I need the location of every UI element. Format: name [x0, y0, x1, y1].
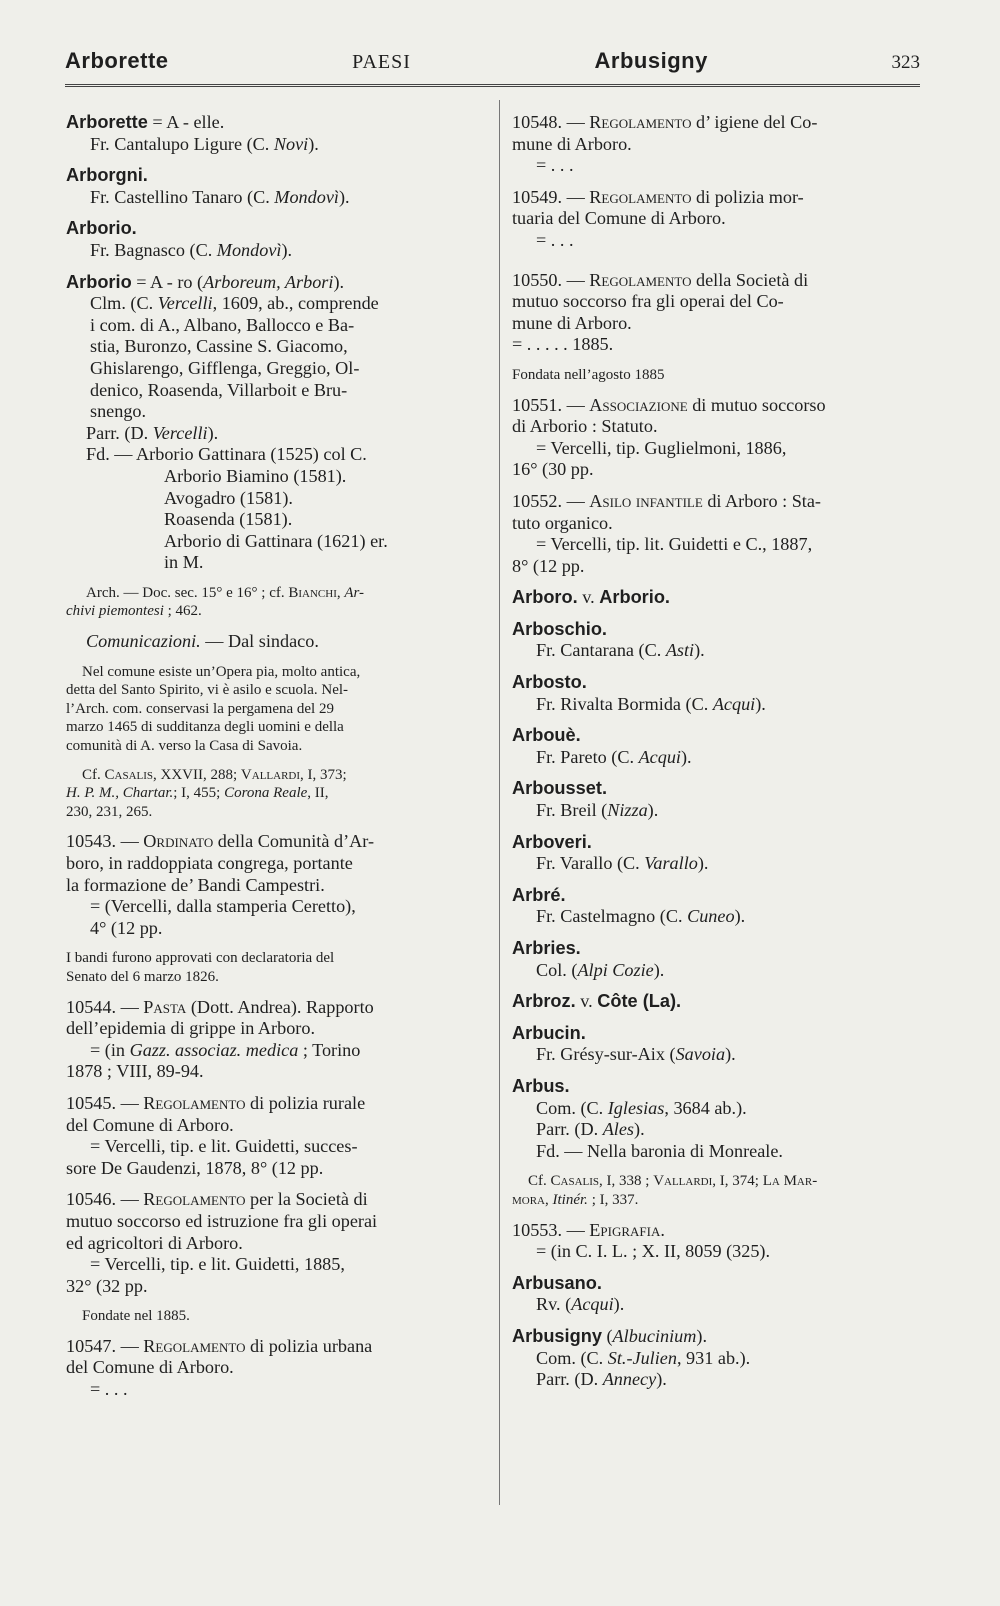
entry-10553	[512, 1220, 928, 1263]
entry-arbousset: Arbousset.	[512, 778, 607, 799]
line	[66, 240, 484, 262]
text-run: di polizia urbana	[245, 1335, 373, 1356]
line: Fondate nel 1885.	[82, 1308, 190, 1325]
text-run: Fr. Bagnasco (C.	[90, 239, 217, 260]
text-run: ; Torino	[298, 1039, 361, 1060]
text-run: di polizia rurale	[245, 1092, 366, 1113]
text-run: Arborio	[66, 271, 132, 292]
line: = . . .	[536, 155, 574, 176]
text-run: 10551. —	[512, 394, 590, 415]
text-run: ).	[647, 800, 659, 821]
line: 8° (12 pp.	[512, 555, 585, 576]
text-run: ; I, 337.	[587, 1191, 639, 1208]
line: Roasenda (1581).	[164, 509, 293, 530]
text-run: Novi	[273, 133, 309, 154]
line	[66, 1040, 484, 1062]
arbus-references	[512, 1172, 928, 1209]
text-run: Nizza	[607, 800, 648, 821]
text-run: 10543. —	[66, 831, 144, 852]
text-run: Acqui	[638, 746, 681, 767]
text-run: Comunicazioni.	[86, 631, 201, 652]
text-run: Fr. Rivalta Bormida (C.	[536, 693, 713, 714]
entry-10543	[66, 831, 484, 986]
line: del Comune di Arboro.	[66, 1357, 234, 1378]
text-run: , I, 338 ;	[599, 1173, 654, 1190]
text-run: 10548. —	[512, 112, 590, 132]
text-run: Parr. (D.	[86, 422, 153, 443]
line	[66, 766, 484, 785]
text-run: Clm. (C.	[90, 293, 158, 314]
line	[512, 1294, 928, 1316]
entry-arbus: Arbus.	[512, 1075, 570, 1096]
line	[512, 694, 928, 716]
text-run: , 3684 ab.).	[664, 1097, 747, 1118]
line: ed agricoltori di Arboro.	[66, 1232, 243, 1253]
text-run: ; 462.	[163, 603, 202, 620]
text-run: Parr. (D.	[536, 1369, 603, 1390]
line	[512, 187, 928, 209]
text-run: ).	[755, 693, 766, 714]
text-run: = A - ro (	[131, 271, 204, 292]
line: Avogadro (1581).	[164, 487, 293, 508]
head-right-word: Arbusigny	[594, 48, 708, 73]
text-run: v.	[577, 587, 600, 608]
line: stia, Buronzo, Cassine S. Giacomo,	[90, 336, 348, 357]
text-run: ).	[694, 640, 705, 661]
text-run: ).	[613, 1294, 625, 1315]
head-left-word: Arborette	[65, 48, 169, 73]
text-run: Regolamento	[589, 112, 692, 132]
text-run: ).	[653, 959, 665, 980]
line	[66, 602, 484, 621]
text-run: di polizia mor-	[691, 186, 804, 207]
text-run: Arbusigny	[512, 1325, 602, 1346]
text-run: della Società di	[691, 269, 809, 290]
text-run: Cuneo	[687, 906, 735, 927]
text-run: ; I, 455;	[173, 785, 225, 802]
entry-10546	[66, 1189, 484, 1326]
line	[512, 960, 928, 982]
text-run: Asilo infantile	[589, 490, 703, 511]
entry-arbosto: Arbosto.	[512, 672, 587, 693]
entry-arbusano: Arbusano.	[512, 1272, 602, 1293]
text-run: , I, 374;	[712, 1173, 763, 1190]
line: = (Vercelli, dalla stamperia Ceretto),	[90, 896, 356, 917]
line: Senato del 6 marzo 1826.	[66, 968, 219, 985]
entry-arbusigny	[512, 1326, 928, 1348]
text-run: Ales	[602, 1119, 635, 1140]
line	[512, 1348, 928, 1370]
text-run: Col. (	[536, 959, 578, 980]
line: Ghislarengo, Gifflenga, Greggio, Ol-	[90, 357, 360, 378]
text-run: Arborette	[66, 112, 148, 132]
entry-10549	[512, 187, 928, 252]
line: comunità di A. verso la Casa di Savoia.	[66, 738, 303, 755]
text-run: 10553. —	[512, 1219, 590, 1240]
entry-arbries: Arbries.	[512, 938, 581, 958]
text-run: ).	[725, 1044, 736, 1065]
text-run: Alpi Cozie	[577, 959, 654, 980]
text-run: , II,	[307, 785, 329, 802]
text-run: La Mar-	[762, 1173, 818, 1190]
line: del Comune di Arboro.	[66, 1114, 234, 1135]
text-run: 10550. —	[512, 269, 590, 290]
text-run: (Dott. Andrea). Rapporto	[186, 996, 374, 1017]
text-run: Vallardi	[240, 766, 301, 783]
text-run: Fr. Cantalupo Ligure (C.	[90, 133, 274, 154]
line: mutuo soccorso fra gli operai del Co-	[512, 291, 784, 312]
text-run: Savoia	[675, 1044, 726, 1065]
text-run: Fr. Cantarana (C.	[536, 640, 666, 661]
text-run: Fr. Varallo (C.	[536, 853, 645, 874]
line: = Vercelli, tip. Guglielmoni, 1886,	[536, 437, 787, 458]
entry-arboue: Arbouè.	[512, 725, 581, 746]
text-run: Casalis	[104, 766, 154, 783]
text-run: , I, 373;	[300, 766, 347, 783]
entry-10544	[66, 997, 484, 1083]
line: snengo.	[90, 401, 147, 422]
text-run: 10552. —	[512, 490, 590, 511]
line	[66, 1336, 484, 1358]
line: Fondata nell’agosto 1885	[512, 366, 665, 383]
text-run: mora	[512, 1191, 546, 1208]
left-column	[66, 112, 484, 1401]
text-run: ).	[207, 422, 219, 443]
text-run: Regolamento	[589, 269, 692, 290]
text-run: Parr. (D.	[536, 1119, 603, 1140]
line: = . . . . . 1885.	[512, 334, 614, 355]
text-run: ).	[734, 906, 746, 927]
column-divider	[499, 100, 500, 1505]
line: mune di Arboro.	[512, 312, 632, 333]
text-run: ).	[681, 746, 692, 767]
line	[512, 112, 928, 134]
line	[66, 423, 484, 445]
line: la formazione de’ Bandi Campestri.	[66, 874, 325, 895]
line: mune di Arboro.	[512, 133, 632, 154]
entry-arboschio: Arboschio.	[512, 618, 607, 639]
text-run: Annecy	[602, 1369, 657, 1390]
text-run: Côte (La).	[597, 991, 682, 1012]
line	[512, 1044, 928, 1066]
entry-arbroz	[512, 991, 928, 1013]
text-run: Itinér.	[552, 1191, 588, 1208]
text-run: Epigrafia.	[589, 1219, 665, 1240]
text-run: Fr. Castelmagno (C.	[536, 906, 688, 927]
text-run: Asti	[665, 640, 695, 661]
text-run: Cf.	[528, 1173, 551, 1190]
text-run: Gazz. associaz. medica	[129, 1039, 299, 1060]
text-run: Com. (C.	[536, 1097, 608, 1118]
line: sore De Gaudenzi, 1878, 8° (12 pp.	[66, 1157, 324, 1178]
text-run: Fr. Breil (	[536, 800, 608, 821]
line: denico, Roasenda, Villarboit e Bru-	[90, 379, 348, 400]
line	[66, 1093, 484, 1115]
text-run: — Dal sindaco.	[200, 631, 319, 652]
text-run: Mondovì	[274, 186, 339, 207]
line: = . . .	[536, 229, 574, 250]
text-run: Albucinium	[612, 1325, 697, 1346]
text-run: 10549. —	[512, 186, 590, 207]
line: = Vercelli, tip. lit. Guidetti e C., 1887,	[536, 534, 813, 555]
text-run: Arborio.	[599, 587, 670, 608]
line	[66, 997, 484, 1019]
line	[512, 395, 928, 417]
text-run: Mondovì	[216, 239, 282, 260]
line	[512, 1172, 928, 1191]
text-run: d’ igiene del Co-	[691, 112, 818, 132]
line: Fd. — Arborio Gattinara (1525) col C.	[86, 444, 367, 465]
text-run: Regolamento	[143, 1335, 246, 1356]
entry-10548	[512, 112, 928, 177]
opera-pia-note	[66, 663, 484, 756]
text-run: Vallardi	[653, 1173, 713, 1190]
line	[66, 187, 484, 209]
text-run: di Arboro : Sta-	[702, 490, 821, 511]
text-run: Vercelli	[157, 293, 213, 314]
text-run: Acqui	[571, 1294, 614, 1315]
line	[512, 1119, 928, 1141]
text-run: per la Società di	[245, 1189, 368, 1210]
right-column	[512, 112, 928, 1391]
line: marzo 1465 di sudditanza degli uomini e della	[66, 719, 344, 736]
line	[66, 784, 484, 803]
line: dell’epidemia di grippe in Arboro.	[66, 1018, 316, 1039]
line: Nel comune esiste un’Opera pia, molto antica,	[82, 663, 361, 680]
text-run: Arboreum, Arbori	[203, 271, 334, 292]
line: 230, 231, 265.	[66, 803, 153, 820]
line	[66, 134, 484, 156]
text-run: (	[601, 1325, 613, 1346]
archive-note	[66, 584, 484, 603]
text-run: ).	[656, 1369, 667, 1390]
line: 1878 ; VIII, 89-94.	[66, 1061, 204, 1082]
text-run: ).	[697, 853, 709, 874]
head-section: PAESI	[352, 51, 411, 73]
text-run: Casalis	[550, 1173, 600, 1190]
text-run: Regolamento	[143, 1189, 246, 1210]
text-run: Bianchi	[288, 584, 337, 601]
text-run: 10547. —	[66, 1335, 144, 1356]
text-run: Regolamento	[143, 1092, 246, 1113]
line	[512, 270, 928, 292]
cf-references	[66, 766, 484, 822]
text-run: Fr. Pareto (C.	[536, 746, 639, 767]
line: = Vercelli, tip. e lit. Guidetti, 1885,	[90, 1254, 345, 1275]
line: di Arborio : Statuto.	[512, 416, 658, 437]
line	[512, 491, 928, 513]
line: l’Arch. com. conservasi la pergamena del 29	[66, 700, 334, 717]
line: = . . .	[90, 1379, 128, 1400]
text-run: Fr. Grésy-sur-Aix (	[536, 1044, 676, 1065]
line: mutuo soccorso ed istruzione fra gli operai	[66, 1210, 378, 1231]
line	[512, 640, 928, 662]
line: detta del Santo Spirito, vi è asilo e scuola. Nel-	[66, 682, 349, 699]
text-run: Arboro.	[512, 587, 578, 608]
line: in M.	[164, 552, 204, 573]
text-run: Com. (C.	[536, 1347, 608, 1368]
entry-arboro	[512, 587, 928, 609]
line: Arborio Biamino (1581).	[164, 465, 347, 486]
line: I bandi furono approvati con declaratoria del	[66, 950, 335, 967]
text-run: , 1609, ab., comprende	[212, 293, 379, 314]
text-run: Acqui	[712, 693, 756, 714]
text-run: St.-Julien	[607, 1347, 677, 1368]
text-run: 10544. —	[66, 996, 144, 1017]
entry-arbucin: Arbucin.	[512, 1022, 586, 1043]
entry-10545	[66, 1093, 484, 1179]
line	[66, 831, 484, 853]
entry-arboveri: Arboveri.	[512, 831, 592, 852]
text-run: ).	[696, 1325, 708, 1346]
text-run: ,	[545, 1191, 553, 1208]
entry-10552	[512, 491, 928, 577]
entry-arbre: Arbré.	[512, 884, 566, 905]
text-run: ).	[308, 133, 319, 154]
text-run: chivi piemontesi	[66, 603, 164, 620]
entry-arborio-clm	[66, 272, 484, 294]
communications	[66, 631, 484, 653]
text-run: H. P. M., Chartar.	[66, 785, 174, 802]
text-run: Ar-	[344, 584, 365, 601]
text-run: Arch. — Doc. sec. 15° e 16° ; cf.	[86, 584, 289, 601]
text-run: Associazione	[589, 394, 688, 415]
line: = (in C. I. L. ; X. II, 8059 (325).	[536, 1241, 771, 1262]
line	[512, 1369, 928, 1391]
line: 4° (12 pp.	[90, 917, 163, 938]
line: boro, in raddoppiata congrega, portante	[66, 853, 353, 873]
text-run: Fr. Castellino Tanaro (C.	[90, 186, 275, 207]
text-run: ).	[281, 239, 293, 260]
text-run: ).	[333, 271, 345, 292]
text-run: , 931 ab.).	[676, 1347, 751, 1368]
text-run: = (in	[90, 1039, 130, 1060]
line	[512, 906, 928, 928]
text-run: Rv. (	[536, 1294, 572, 1315]
text-run: 10546. —	[66, 1189, 144, 1210]
text-run: Ordinato	[143, 831, 214, 852]
line	[512, 853, 928, 875]
text-run: Iglesias	[607, 1097, 665, 1118]
text-run: Corona Reale	[224, 785, 308, 802]
text-run: = A - elle.	[147, 112, 225, 132]
line	[512, 747, 928, 769]
text-run: Pasta	[143, 996, 187, 1017]
page-number: 323	[891, 52, 920, 73]
entry-10551	[512, 395, 928, 481]
text-run: Regolamento	[589, 186, 692, 207]
text-run: di mutuo soccorso	[687, 394, 826, 415]
line	[512, 800, 928, 822]
line: tuto organico.	[512, 512, 613, 533]
text-run: Cf.	[82, 766, 105, 783]
text-run: Arbroz.	[512, 991, 576, 1012]
line	[66, 1189, 484, 1211]
line: i com. di A., Albano, Ballocco e Ba-	[90, 314, 355, 335]
text-run: , XXVII, 288;	[153, 766, 241, 783]
text-run: Vercelli	[152, 422, 208, 443]
text-run: della Comunità d’Ar-	[213, 831, 375, 852]
text-run: 10545. —	[66, 1092, 144, 1113]
entry-arborio: Arborio.	[66, 218, 137, 239]
line: Arborio di Gattinara (1621) er.	[164, 530, 388, 551]
line	[512, 1098, 928, 1120]
line: = Vercelli, tip. e lit. Guidetti, succes-	[90, 1136, 358, 1157]
entry-10547	[66, 1336, 484, 1401]
entry-10550	[512, 270, 928, 385]
text-run: ).	[338, 186, 350, 207]
text-run: ,	[336, 584, 345, 601]
text-run: ).	[634, 1119, 645, 1140]
line: Fd. — Nella baronia di Monreale.	[536, 1140, 783, 1161]
text-run: Varallo	[644, 853, 698, 874]
entry-arborette	[66, 112, 484, 134]
line	[66, 293, 484, 315]
line	[512, 1220, 928, 1242]
entry-arborgni: Arborgni.	[66, 165, 148, 186]
running-head	[65, 48, 920, 87]
text-run: v.	[575, 991, 598, 1012]
line: 16° (30 pp.	[512, 459, 594, 480]
line: 32° (32 pp.	[66, 1275, 148, 1296]
line	[512, 1191, 928, 1210]
line: tuaria del Comune di Arboro.	[512, 208, 726, 229]
